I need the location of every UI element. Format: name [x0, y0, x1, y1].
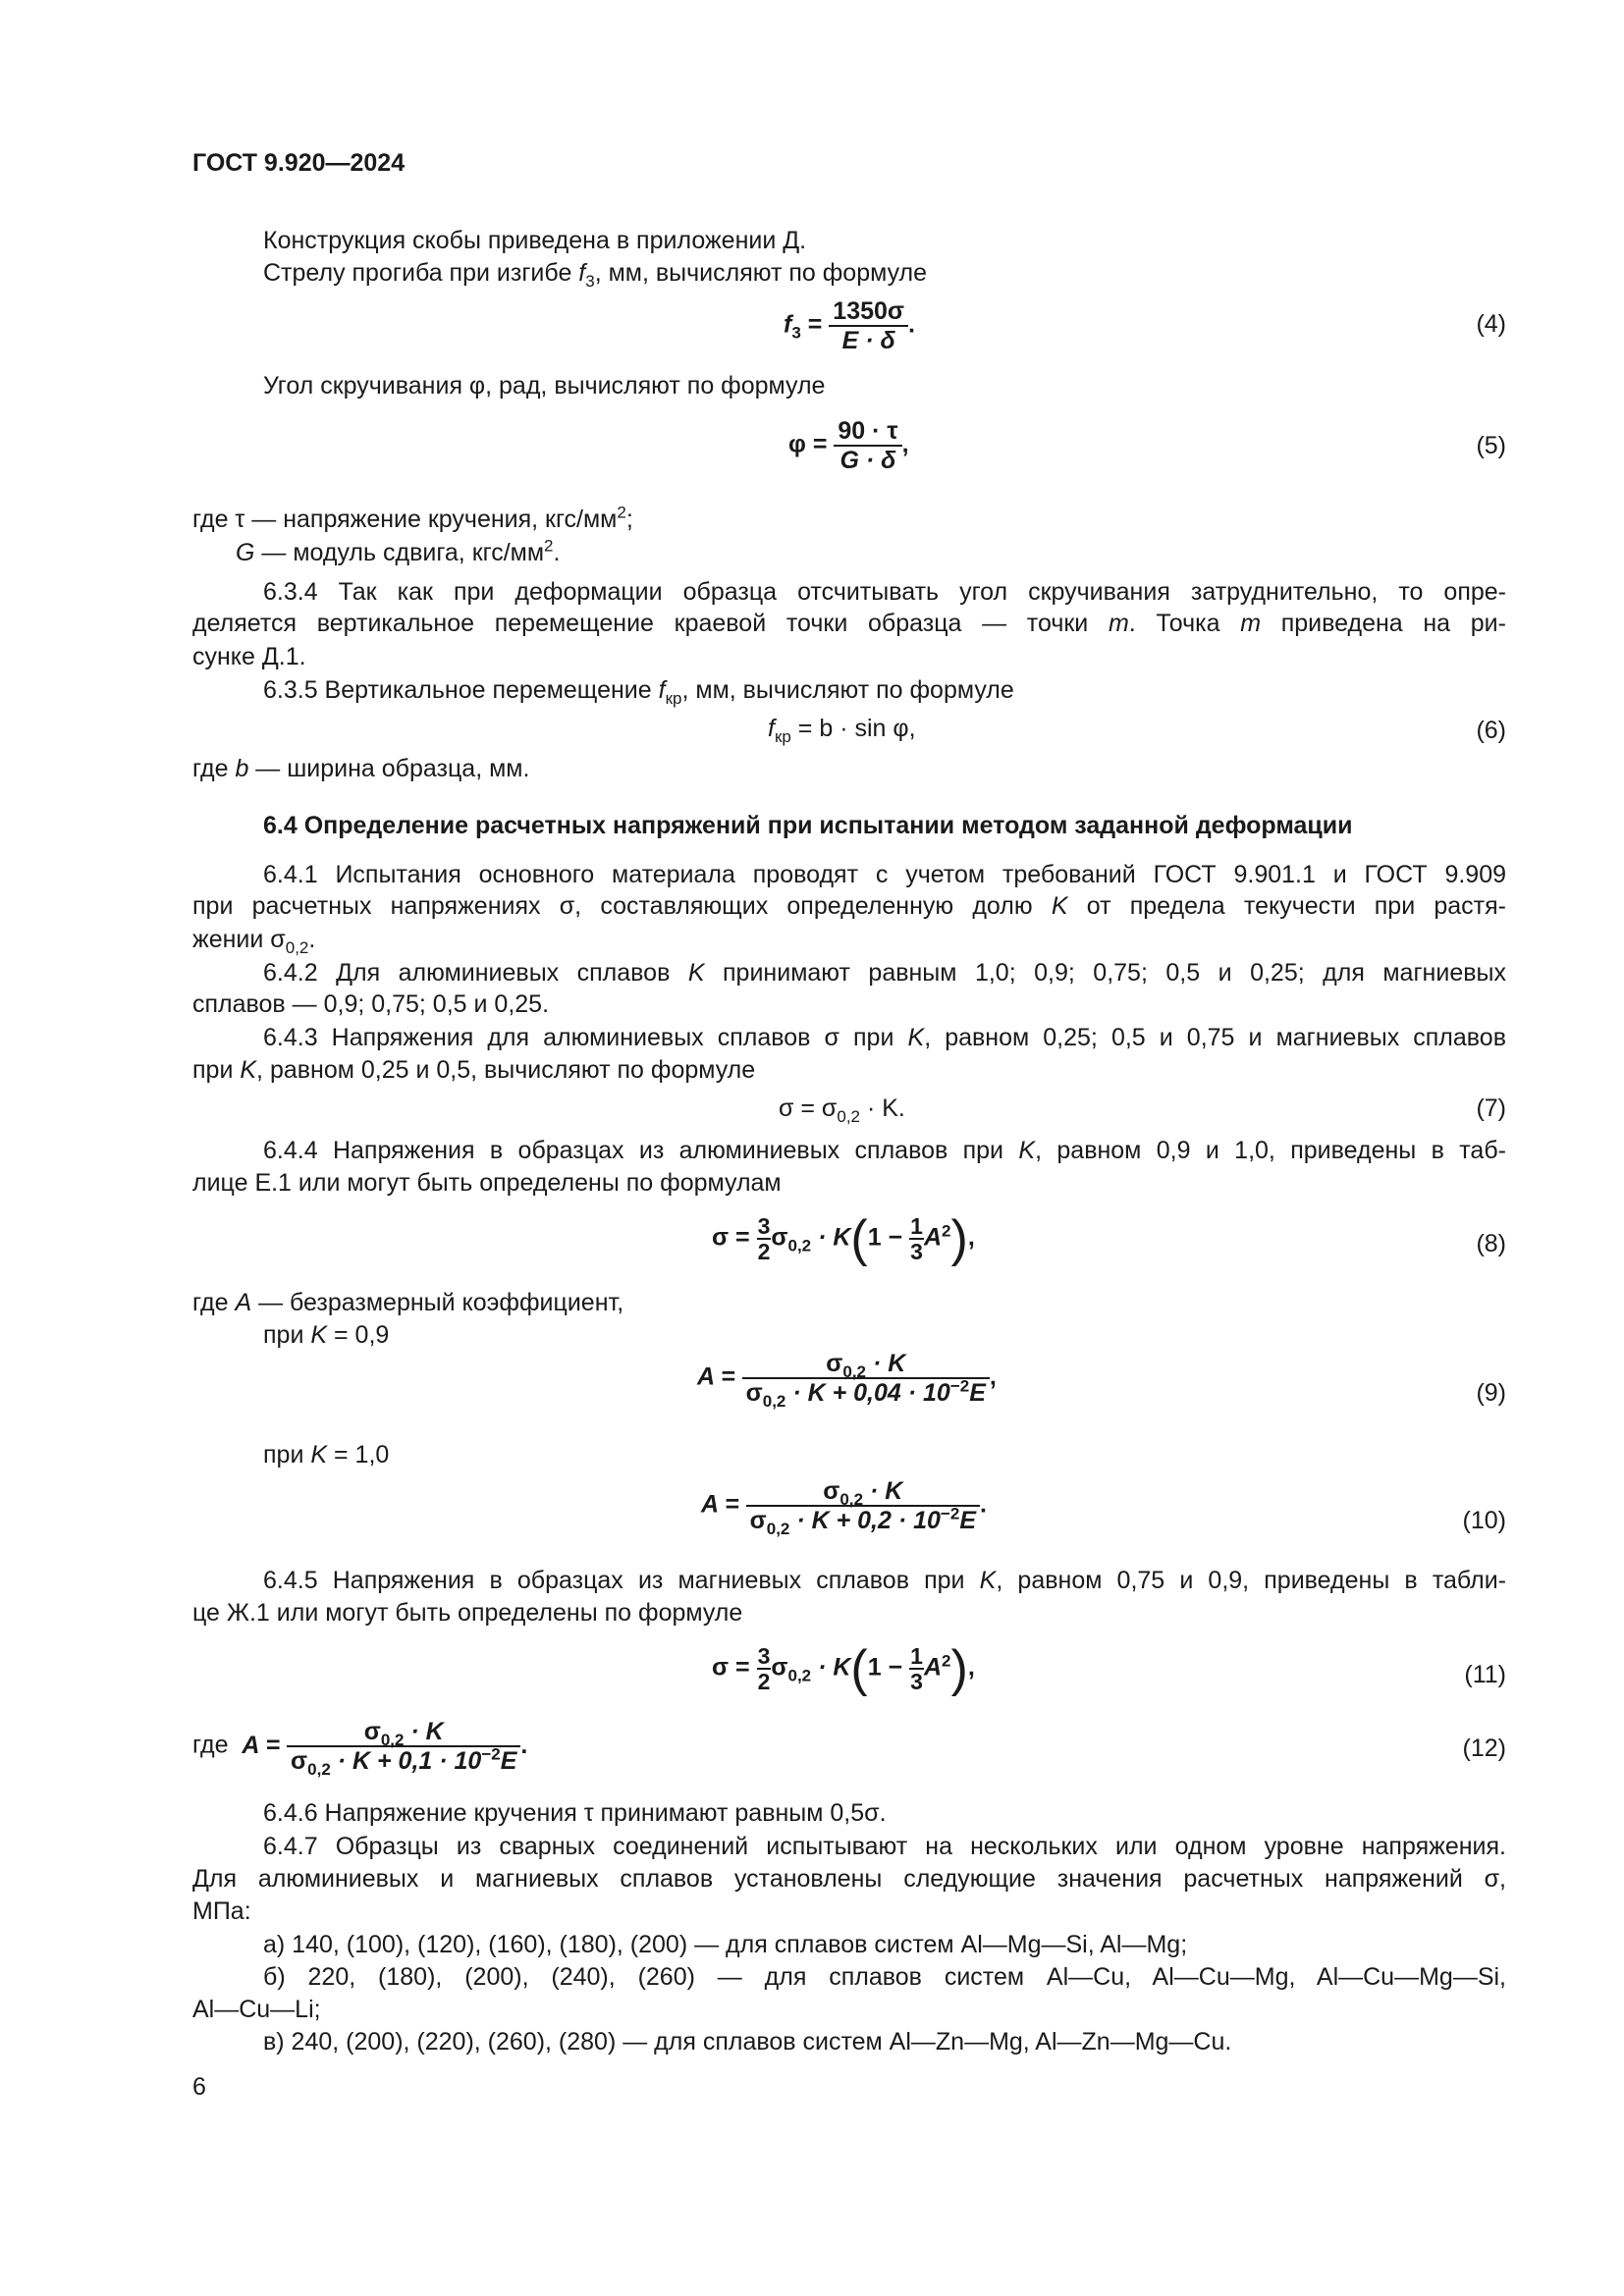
text-line-where-G: G — модуль сдвига, кгс/$мм^2$. — [236, 536, 561, 566]
text-line-construction: Конструкция скобы приведена в приложении Д. — [263, 227, 807, 254]
paragraph-6-4-7-line-1: 6.4.7 Образцы из сварных соединений испытывают на нескольких или одном уровне напряжения. — [263, 1833, 1506, 1860]
formula-9: A = $\frac{\sigma_{0,2} \cdot K}{\sigma_{0,2} \cdot K + 0,04 \cdot 10^{-2}E}$ , — [697, 1350, 997, 1411]
formula-6: $f_{кр} = b \cdot \sin \varphi$, — [768, 715, 916, 746]
equation-number-11: (11) — [1464, 1661, 1506, 1688]
paragraph-6-4-2-line-2: сплавов — 0,9; 0,75; 0,5 и 0,25. — [192, 990, 550, 1018]
paragraph-6-4-6: 6.4.6 Напряжение кручения τ принимают равным 0,5σ. — [263, 1799, 887, 1827]
paragraph-6-4-1-line-1: 6.4.1 Испытания основного материала проводят с учетом требований ГОСТ 9.901.1 и ГОСТ 9.909 — [263, 861, 1506, 888]
page-number: 6 — [192, 2073, 206, 2101]
paragraph-6-4-4-line-1: 6.4.4 Напряжения в образцах из алюминиевых сплавов при K, равном 0,9 и 1,0, приведены в таб- — [263, 1137, 1506, 1164]
paragraph-6-4-7-line-2: Для алюминиевых и магниевых сплавов установлены следующие значения расчетных напряжений σ, — [192, 1865, 1506, 1893]
text-line-k-10: при K = 1,0 — [263, 1441, 390, 1468]
text-line-where-b: где b — ширина образца, мм. — [192, 755, 530, 782]
paragraph-6-4-7-line-3: МПа: — [192, 1897, 251, 1925]
paragraph-6-3-4-line-1: 6.3.4 Так как при деформации образца отсчитывать угол скручивания затруднительно, то опре- — [263, 578, 1506, 606]
text-line-k-09: при K = 0,9 — [263, 1321, 390, 1349]
paragraph-6-4-1-line-3: жении $\sigma_{0,2}$. — [192, 926, 316, 957]
list-item-b-line-2: Al—Cu—Li; — [192, 1996, 321, 2023]
equation-number-6: (6) — [1476, 717, 1506, 744]
paragraph-6-4-5-line-2: це Ж.1 или могут быть определены по формуле — [192, 1599, 743, 1627]
section-heading-6-4: 6.4 Определение расчетных напряжений при испытании методом заданной деформации — [263, 812, 1353, 839]
paragraph-6-4-5-line-1: 6.4.5 Напряжения в образцах из магниевых сплавов при K, равном 0,75 и 0,9, приведены в табли- — [263, 1567, 1506, 1594]
paragraph-6-4-4-line-2: лице Е.1 или могут быть определены по формулам — [192, 1169, 782, 1197]
list-item-a: а) 140, (100), (120), (160), (180), (200) — для сплавов систем Al—Mg—Si, Al—Mg; — [263, 1931, 1188, 1958]
formula-10: A = $\frac{\sigma_{0,2} \cdot K}{\sigma_{0,2} \cdot K + 0,2 \cdot 10^{-2}E}$ . — [701, 1477, 987, 1538]
formula-4: $f_3$ = $\frac{1350\sigma}{E \cdot \delta}$ . — [784, 297, 915, 354]
paragraph-6-4-1-line-2: при расчетных напряжениях σ, составляющих определенную долю K от предела текучести при растя- — [192, 892, 1506, 920]
equation-number-7: (7) — [1476, 1095, 1506, 1122]
formula-8: σ = $\frac{3}{2}$ $\sigma_{0,2} \cdot K(1$ − $\frac{1}{3}$ $A^2$), — [712, 1210, 975, 1267]
equation-number-9: (9) — [1476, 1379, 1506, 1407]
formula-7: $\sigma = \sigma_{0,2} \cdot K$. — [779, 1095, 905, 1126]
paragraph-6-3-4-line-3: сунке Д.1. — [192, 643, 306, 670]
text-line-twist-angle: Угол скручивания φ, рад, вычисляют по формуле — [263, 372, 826, 400]
list-item-b-line-1: б) 220, (180), (200), (240), (260) — для сплавов систем Al—Cu, Al—Cu—Mg, Al—Cu—Mg—Si, — [263, 1963, 1506, 1991]
list-item-c: в) 240, (200), (220), (260), (280) — для сплавов систем Al—Zn—Mg, Al—Zn—Mg—Cu. — [263, 2028, 1232, 2056]
equation-number-12: (12) — [1462, 1735, 1506, 1762]
formula-12: где A = $\frac{\sigma_{0,2} \cdot K}{\sigma_{0,2} \cdot K + 0,1 \cdot 10^{-2}E}$ . — [192, 1718, 528, 1779]
formula-11: σ = $\frac{3}{2}$ $\sigma_{0,2} \cdot K(1$ − $\frac{1}{3}$ $A^2$), — [712, 1640, 975, 1697]
equation-number-4: (4) — [1476, 310, 1506, 338]
text-line-where-tau: где τ — напряжение кручения, кгс/$мм^2$; — [192, 503, 633, 533]
paragraph-6-4-3-line-1: 6.4.3 Напряжения для алюминиевых сплавов σ при K, равном 0,25; 0,5 и 0,75 и магниевых сплавов — [263, 1024, 1506, 1051]
formula-5: φ = $\frac{90 \cdot \tau}{G \cdot \delta}$ , — [788, 417, 909, 474]
text-line-deflection: Стрелу прогиба при изгибе $f_3$, мм, вычисляют по формуле — [263, 259, 928, 291]
paragraph-6-3-5: 6.3.5 Вертикальное перемещение $f_{кр}$, мм, вычисляют по формуле — [263, 676, 1014, 708]
paragraph-6-3-4-line-2: деляется вертикальное перемещение краевой точки образца — точки m. Точка m приведена на ри- — [192, 610, 1506, 637]
equation-number-5: (5) — [1476, 432, 1506, 459]
paragraph-6-4-2-line-1: 6.4.2 Для алюминиевых сплавов K принимают равным 1,0; 0,9; 0,75; 0,5 и 0,25; для магниевых — [263, 959, 1506, 987]
paragraph-6-4-3-line-2: при K, равном 0,25 и 0,5, вычисляют по формуле — [192, 1056, 756, 1084]
equation-number-8: (8) — [1476, 1230, 1506, 1257]
text-line-where-A: где A — безразмерный коэффициент, — [192, 1289, 624, 1316]
document-header: ГОСТ 9.920—2024 — [192, 149, 406, 177]
equation-number-10: (10) — [1462, 1507, 1506, 1534]
